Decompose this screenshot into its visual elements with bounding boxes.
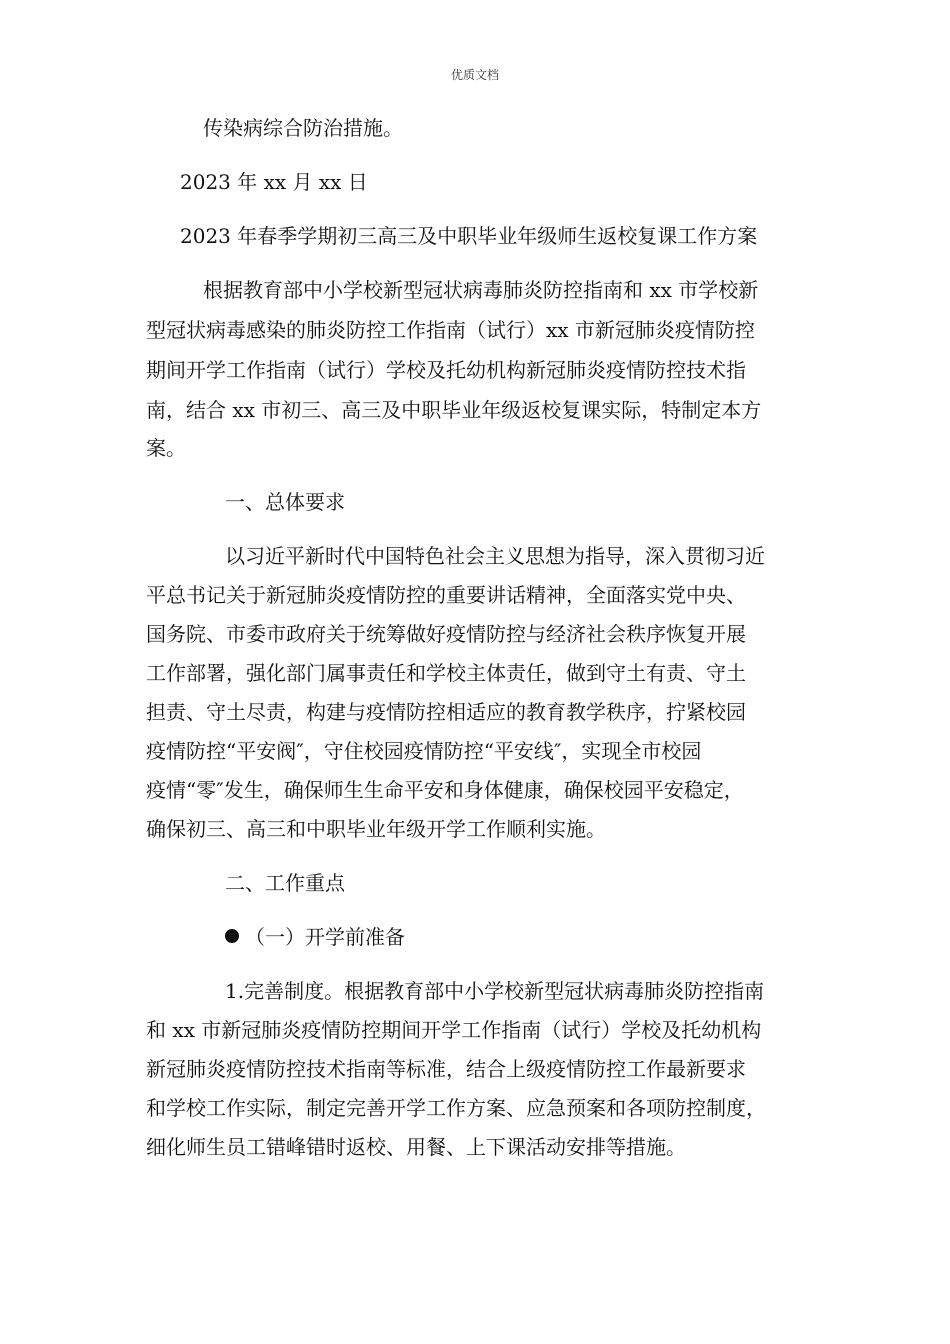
paragraph-line: 疫情“零″发生，确保师生生命平安和身体健康，确保校园平安稳定， <box>146 778 744 802</box>
paragraph-line: 担责、守土尽责，构建与疫情防控相适应的教育教学秩序，拧紧校园 <box>146 700 746 724</box>
paragraph-line: 国务院、市委市政府关于统筹做好疫情防控与经济社会秩序恢复开展 <box>146 622 746 646</box>
paragraph-line: 新冠肺炎疫情防控技术指南等标准，结合上级疫情防控工作最新要求 <box>146 1057 746 1081</box>
section-heading-1: 一、总体要求 <box>225 490 345 514</box>
text-line: 传染病综合防治措施。 <box>203 116 403 140</box>
paragraph-line: 南，结合 xx 市初三、高三及中职毕业年级返校复课实际，特制定本方 <box>146 398 762 422</box>
paragraph-line: 疫情防控“平安阀″，守住校园疫情防控“平安线″，实现全市校园 <box>146 739 702 763</box>
paragraph-line: 和学校工作实际，制定完善开学工作方案、应急预案和各项防控制度， <box>146 1096 766 1120</box>
document-title: 2023 年春季学期初三高三及中职毕业年级师生返校复课工作方案 <box>180 224 758 248</box>
paragraph-line: 以习近平新时代中国特色社会主义思想为指导，深入贯彻习近 <box>225 544 765 568</box>
bullet-icon <box>225 929 239 943</box>
paragraph-line: 和 xx 市新冠肺炎疫情防控期间开学工作指南（试行）学校及托幼机构 <box>146 1018 762 1042</box>
page-header: 优质文档 <box>450 68 499 82</box>
section-heading-2: 二、工作重点 <box>225 871 345 895</box>
paragraph-line: 细化师生员工错峰错时返校、用餐、上下课活动安排等措施。 <box>146 1135 686 1159</box>
paragraph-line: 平总书记关于新冠肺炎疫情防控的重要讲话精神，全面落实党中央、 <box>146 583 746 607</box>
paragraph-line: 期间开学工作指南（试行）学校及托幼机构新冠肺炎疫情防控技术指 <box>146 358 746 382</box>
subsection-heading-text: （一）开学前准备 <box>245 925 405 949</box>
paragraph-line: 工作部署，强化部门属事责任和学校主体责任，做到守土有责、守土 <box>146 661 746 685</box>
paragraph-line: 案。 <box>146 436 186 460</box>
paragraph-line: 根据教育部中小学校新型冠状病毒肺炎防控指南和 xx 市学校新 <box>203 278 759 302</box>
paragraph-line: 1.完善制度。根据教育部中小学校新型冠状病毒肺炎防控指南 <box>225 979 765 1003</box>
subsection-heading <box>225 922 405 952</box>
paragraph-line: 确保初三、高三和中职毕业年级开学工作顺利实施。 <box>146 817 606 841</box>
paragraph-line: 型冠状病毒感染的肺炎防控工作指南（试行）xx 市新冠肺炎疫情防控 <box>146 318 755 342</box>
date-line: 2023 年 xx 月 xx 日 <box>180 170 368 194</box>
